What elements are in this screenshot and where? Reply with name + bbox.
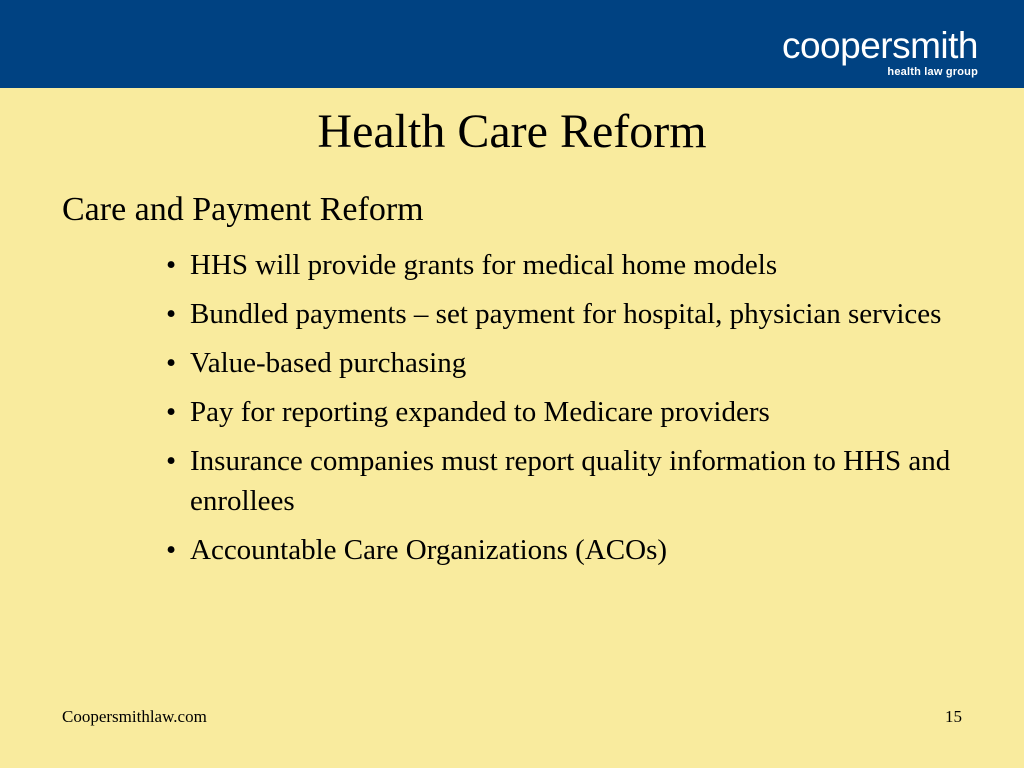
bullet-icon: • <box>166 396 177 428</box>
bullet-text: Bundled payments – set payment for hospital, physician services <box>190 298 942 330</box>
bullet-icon: • <box>166 445 177 477</box>
bullet-text: Accountable Care Organizations (ACOs) <box>190 534 668 566</box>
bullet-icon: • <box>166 347 177 379</box>
header-bar <box>0 0 1024 88</box>
bullet-item <box>166 392 966 432</box>
section-subheading: Care and Payment Reform <box>62 191 424 228</box>
bullet-item <box>166 245 966 285</box>
bullet-item <box>166 294 966 334</box>
bullet-text: Insurance companies must report quality information to HHS and enrollees <box>190 445 951 517</box>
bullet-text: Pay for reporting expanded to Medicare providers <box>190 396 770 428</box>
bullet-item <box>166 530 966 570</box>
page-number: 15 <box>945 707 962 726</box>
slide-title: Health Care Reform <box>317 105 707 158</box>
bullet-text: Value-based purchasing <box>190 347 467 379</box>
bullet-text: HHS will provide grants for medical home models <box>190 249 778 281</box>
bullet-item <box>166 441 966 521</box>
bullet-icon: • <box>166 534 177 566</box>
bullet-icon: • <box>166 298 177 330</box>
coopersmith-logo <box>781 25 978 78</box>
bullet-item <box>166 343 966 383</box>
bullet-list <box>166 245 966 579</box>
footer-website: Coopersmithlaw.com <box>62 707 207 726</box>
logo-name: coopersmith <box>781 25 978 66</box>
bullet-icon: • <box>166 249 177 281</box>
logo-tagline: health law group <box>887 66 978 78</box>
